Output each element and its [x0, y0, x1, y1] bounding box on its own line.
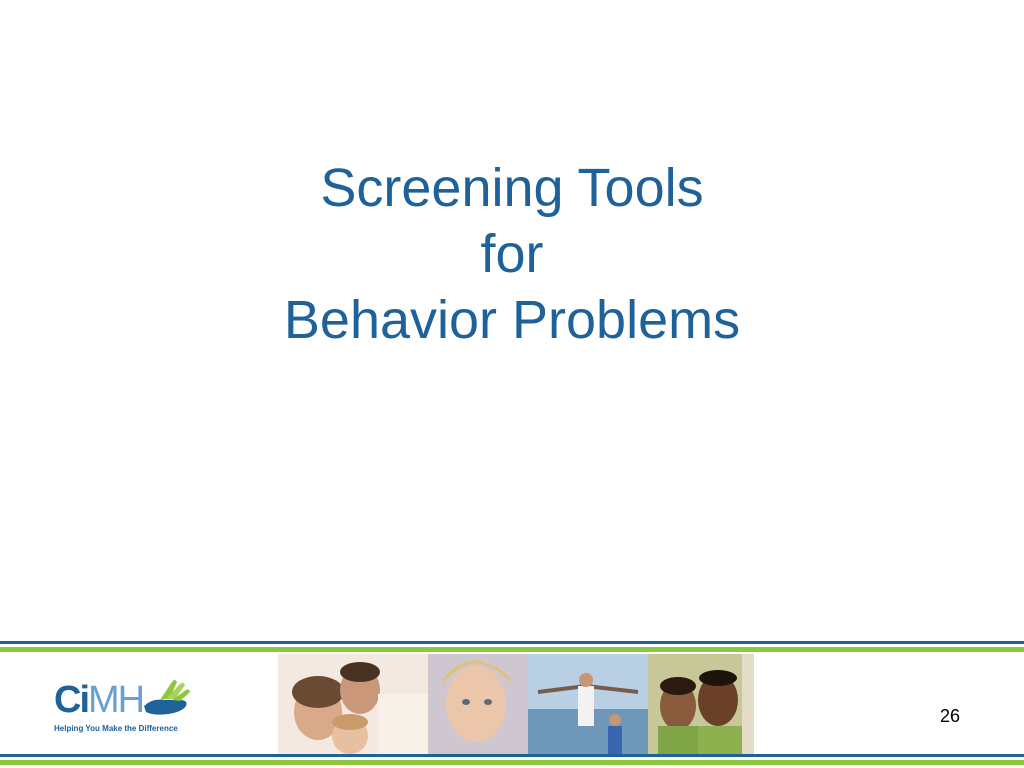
child-photo [428, 654, 528, 754]
title-line-3: Behavior Problems [283, 290, 741, 350]
cimh-logo [50, 670, 200, 740]
family-photo [278, 654, 428, 754]
slide-title [0, 155, 1024, 353]
logo-tagline: Helping You Make the Difference [54, 724, 178, 733]
title-line-1: Screening Tools [320, 158, 704, 218]
hand-icon [142, 676, 192, 720]
footer-divider-green-top [0, 647, 1024, 652]
logo-ci: Ci [54, 679, 88, 721]
footer-divider-blue-bottom [0, 754, 1024, 757]
footer-divider-blue-top [0, 641, 1024, 644]
title-line-2: for [480, 224, 544, 284]
beach-photo [528, 654, 648, 754]
father-son-photo [648, 654, 754, 754]
page-number: 26 [939, 706, 961, 726]
photo-strip [278, 654, 754, 754]
footer-divider-green-bottom [0, 760, 1024, 765]
logo-wordmark [54, 680, 143, 720]
logo-mh: MH [88, 679, 144, 721]
